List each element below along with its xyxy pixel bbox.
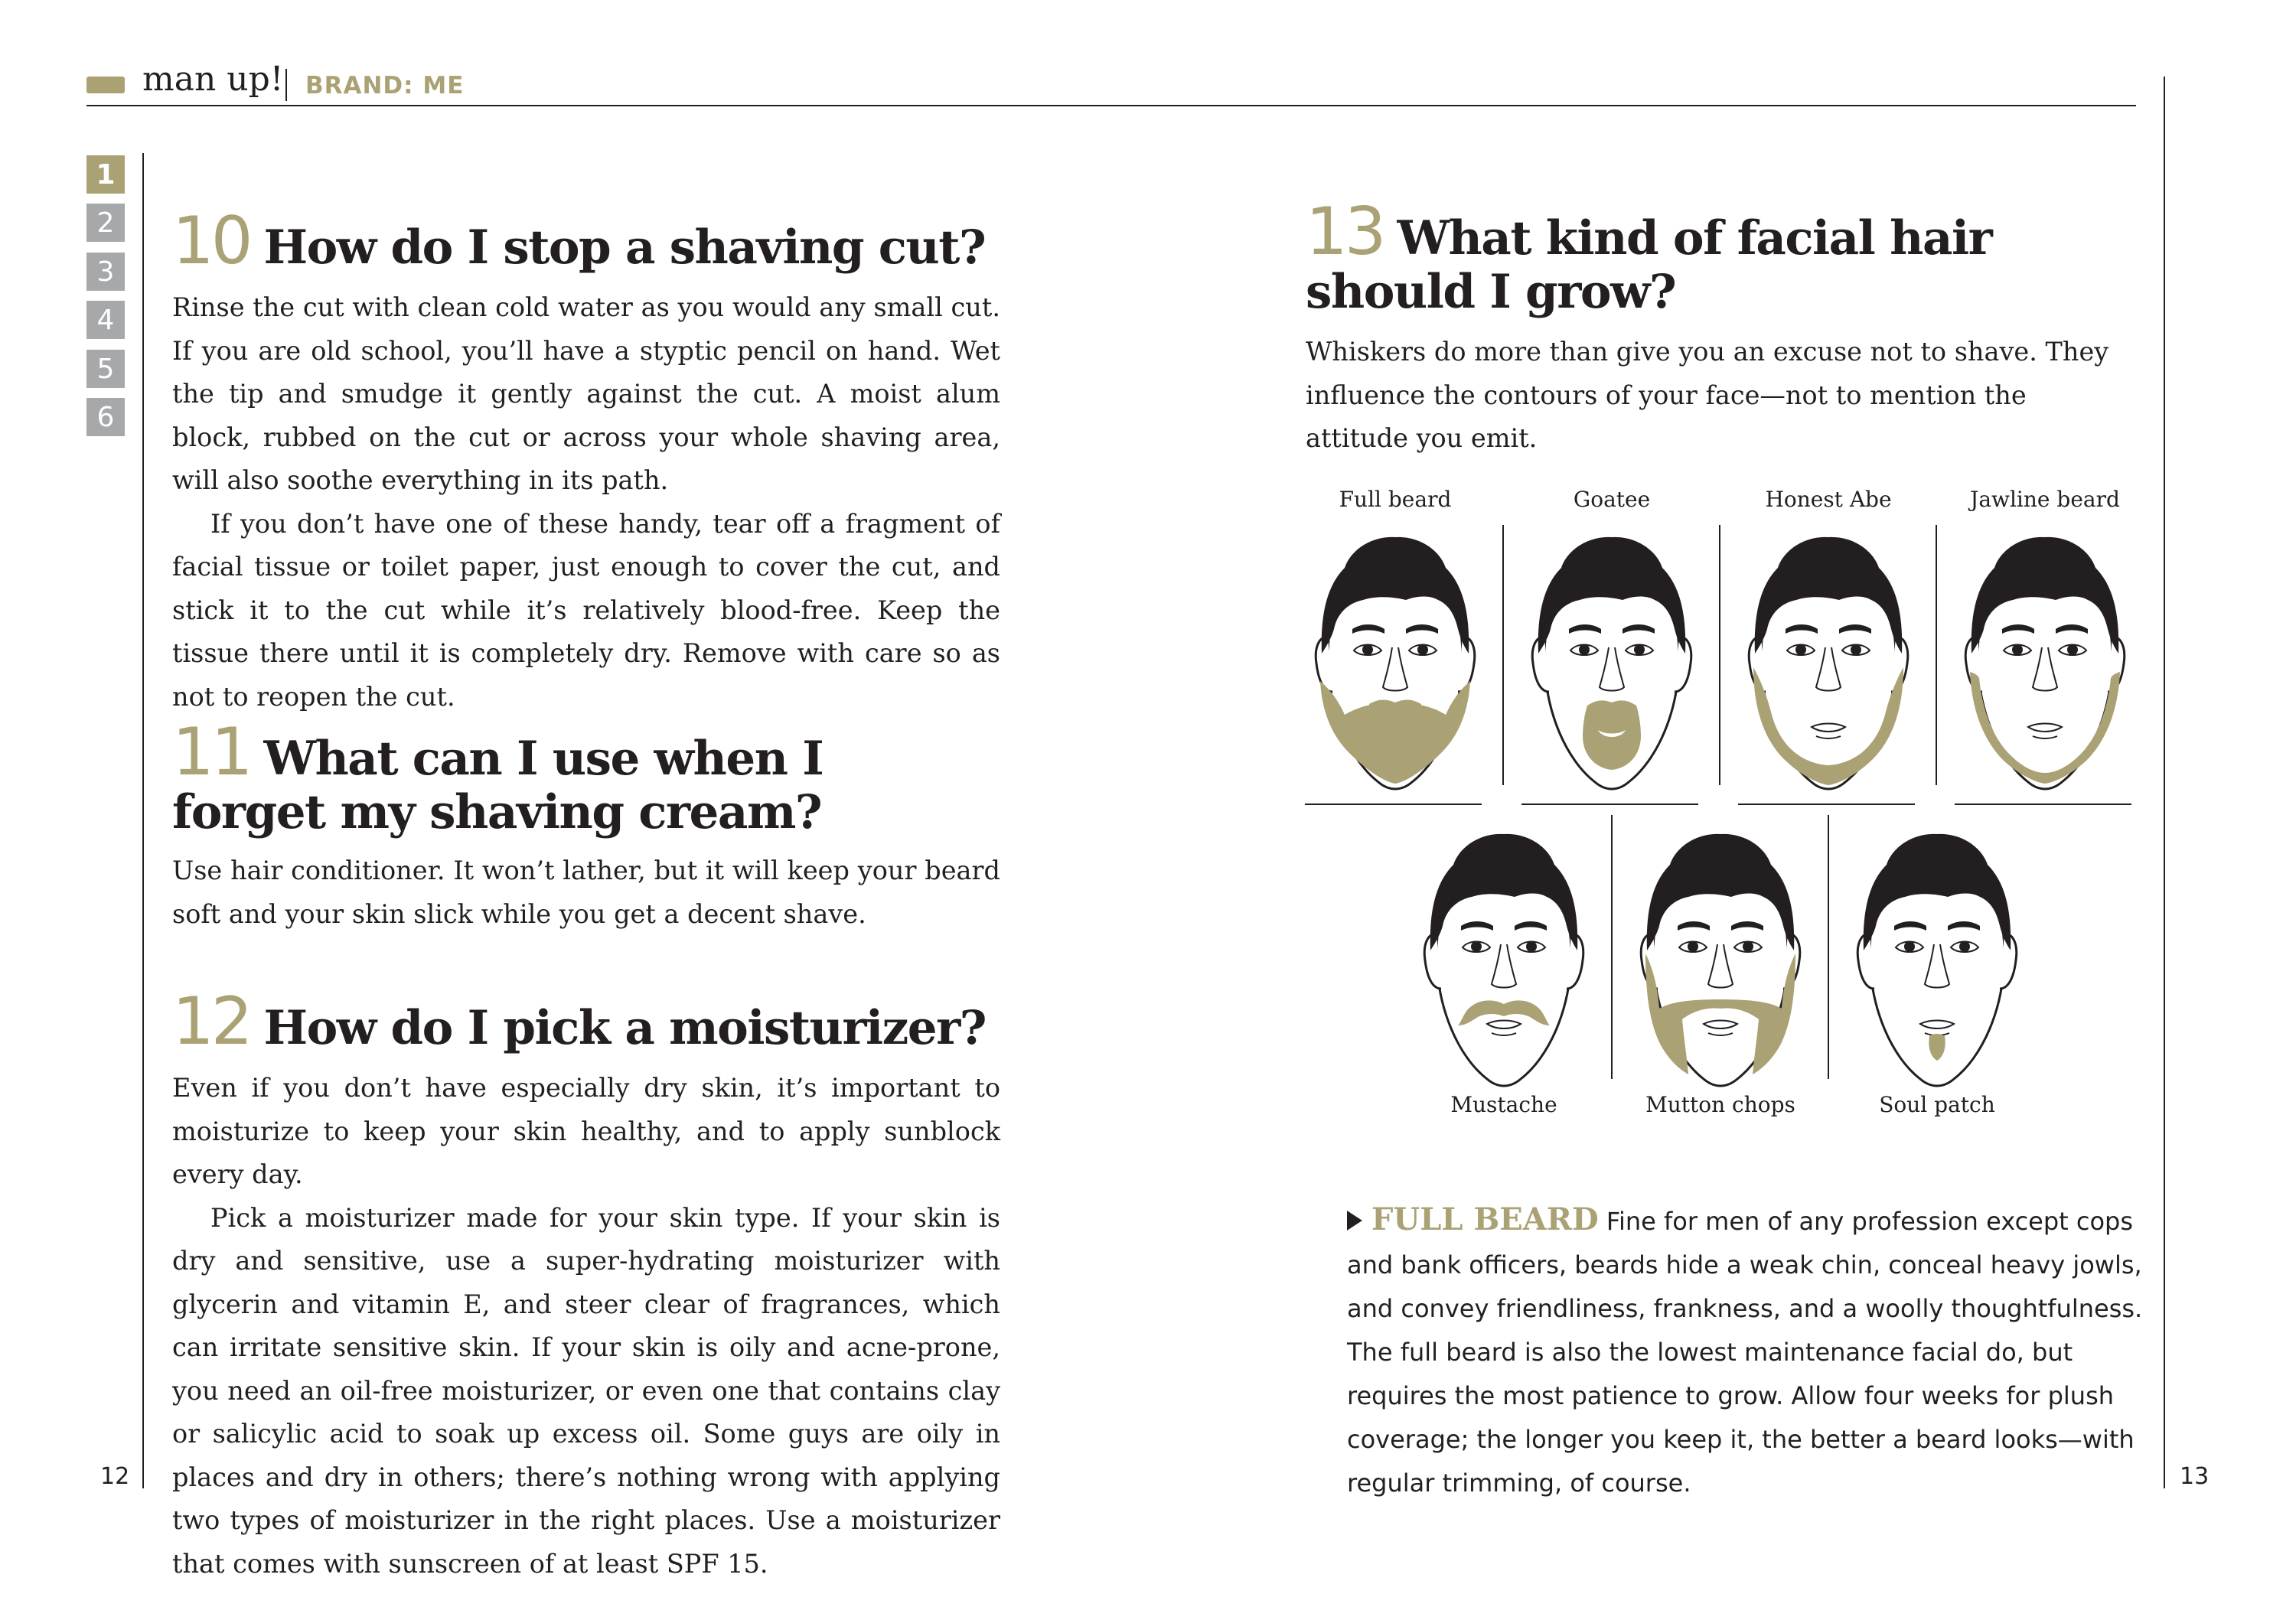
- grid-divider: [1719, 525, 1720, 785]
- grid-divider: [1502, 525, 1504, 785]
- style-label-mustache: Mustache: [1450, 1092, 1557, 1117]
- paragraph: Rinse the cut with clean cold water as you would any small cut. If you are old school, you’ll have a styptic pencil on hand. Wet the tip and smudge it gently against the cut. A moist alum block, rubbed on the cut or across your whole shaving area, will also soothe everything in its path.: [172, 292, 1000, 495]
- full-beard-caption: [1347, 1198, 2152, 1505]
- chapter-tab-4[interactable]: 4: [86, 301, 125, 339]
- question-number: 10: [172, 203, 250, 279]
- jawline-beard-face-illustration: [1955, 522, 2135, 823]
- mutton-chops-face-illustration: [1630, 819, 1811, 1120]
- chapter-tab-5[interactable]: 5: [86, 350, 125, 388]
- chapter-tab-1[interactable]: 1: [86, 155, 125, 194]
- paragraph: If you don’t have one of these handy, tear off a fragment of facial tissue or toilet paper, just enough to cover the cut, and stick it to the cut while it’s relatively blood-free. Keep the tissue there until it is completely dry. Remove with care so as not to reopen the cut.: [172, 508, 1000, 712]
- header-divider: [285, 69, 287, 101]
- paragraph: Even if you don’t have especially dry skin, it’s important to moisturize to keep your skin healthy, and to apply sunblock every day.: [172, 1073, 1000, 1189]
- question-number: 12: [172, 983, 250, 1060]
- page-number-left: 12: [100, 1463, 130, 1490]
- question-title-line-2: should I grow?: [1306, 265, 1676, 319]
- chapter-tab-3[interactable]: 3: [86, 253, 125, 291]
- caption-title: FULL BEARD: [1371, 1201, 1599, 1237]
- honest-abe-face-illustration: [1738, 522, 1919, 823]
- header-bar-decoration: [86, 77, 125, 93]
- question-10-heading: [172, 203, 1029, 279]
- grid-divider: [1955, 804, 2131, 805]
- question-11-body: [172, 849, 1000, 936]
- question-12-body: [172, 1067, 1000, 1586]
- chapter-tab-6[interactable]: 6: [86, 398, 125, 436]
- question-title-line-1: What can I use when I: [263, 732, 823, 786]
- header-rule: [86, 105, 2136, 106]
- question-title: How do I pick a moisturizer?: [263, 1001, 986, 1055]
- question-11-heading: [172, 714, 1029, 839]
- soul-patch-face-illustration: [1847, 819, 2027, 1120]
- section-title: BRAND: ME: [305, 72, 465, 99]
- question-title-line-1: What kind of facial hair: [1397, 211, 1992, 266]
- paragraph: Use hair conditioner. It won’t lather, but it will keep your beard soft and your skin slick while you get a decent shave.: [172, 856, 1000, 929]
- style-label-full-beard: Full beard: [1339, 487, 1452, 512]
- paragraph: Pick a moisturizer made for your skin type. If your skin is dry and sensitive, use a super-hydrating moisturizer with glycerin and vitamin E, and steer clear of fragrances, which can irritate sensitive skin. If your skin is oily and acne-prone, you need an oil-free moisturizer, or even one that contains clay or salicylic acid to soak up excess oil. Some guys are oily in places and dry in others; there’s nothing wrong with applying two types of moisturizer in the right places. Use a moisturizer that comes with sunscreen of at least SPF 15.: [172, 1202, 1000, 1579]
- question-12-heading: [172, 983, 1029, 1060]
- question-13-heading: [1306, 194, 2163, 319]
- grid-divider: [1521, 804, 1698, 805]
- question-title-line-2: forget my shaving cream?: [172, 785, 822, 839]
- style-label-jawline-beard: Jawline beard: [1970, 487, 2120, 512]
- grid-divider: [1305, 804, 1482, 805]
- full-beard-face-illustration: [1305, 522, 1486, 823]
- style-label-soul-patch: Soul patch: [1879, 1092, 1995, 1117]
- question-number: 13: [1306, 194, 1384, 270]
- style-label-goatee: Goatee: [1573, 487, 1651, 512]
- series-title: man up!: [142, 60, 284, 99]
- question-number: 11: [172, 714, 250, 790]
- grid-divider: [1936, 525, 1937, 785]
- grid-divider: [1828, 815, 1829, 1079]
- mustache-face-illustration: [1414, 819, 1594, 1120]
- page-number-right: 13: [2180, 1463, 2210, 1490]
- grid-divider: [1738, 804, 1915, 805]
- chapter-tab-2[interactable]: 2: [86, 204, 125, 242]
- question-10-body: [172, 286, 1000, 719]
- right-margin-rule: [2164, 77, 2165, 1488]
- style-label-honest-abe: Honest Abe: [1765, 487, 1892, 512]
- play-triangle-icon: [1347, 1211, 1362, 1231]
- question-title: How do I stop a shaving cut?: [263, 220, 986, 275]
- caption-text: Fine for men of any profession except cops and bank officers, beards hide a weak chin, conceal heavy jowls, and convey friendliness, frankness, and a woolly thoughtfulness. The full beard is also the lowest maintenance facial do, but requires the most patience to grow. Allow four weeks for plush coverage; the longer you keep it, the better a beard looks—with regular trimming, of course.: [1347, 1207, 2143, 1498]
- goatee-face-illustration: [1521, 522, 1702, 823]
- style-label-mutton-chops: Mutton chops: [1645, 1092, 1795, 1117]
- grid-divider: [1611, 815, 1613, 1079]
- left-margin-rule: [142, 153, 144, 1488]
- question-13-intro: Whiskers do more than give you an excuse not to shave. They influence the contours of your face—not to mention the attitude you emit.: [1306, 337, 2109, 453]
